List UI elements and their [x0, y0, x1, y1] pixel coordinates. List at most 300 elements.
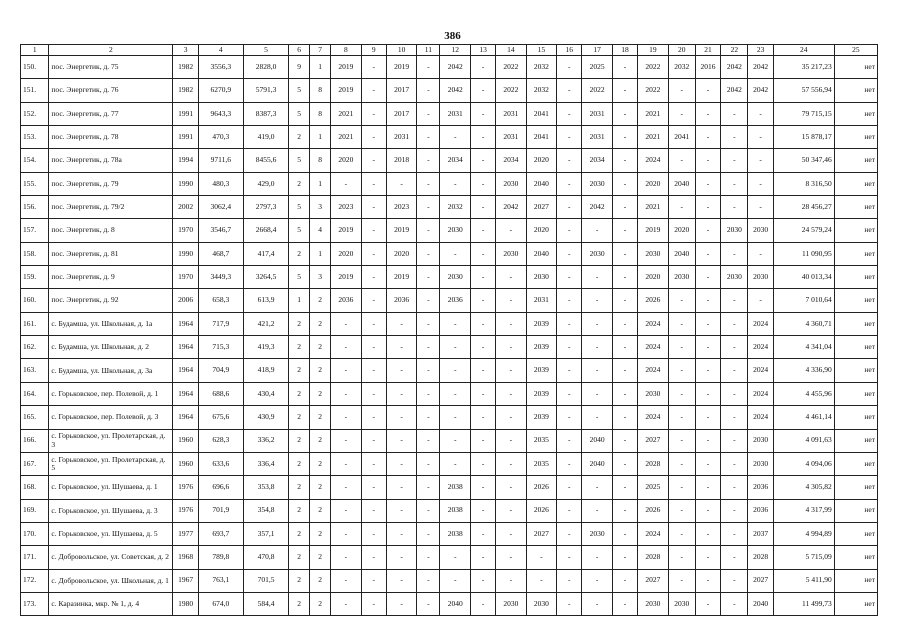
table-cell: -	[470, 172, 495, 195]
table-cell: 2021	[638, 196, 668, 219]
table-cell: 2035	[526, 452, 556, 475]
table-cell: 2025	[582, 56, 612, 79]
table-cell: 2	[310, 546, 331, 569]
table-cell: нет	[834, 429, 877, 452]
row-number-cell: 156.	[21, 196, 49, 219]
table-cell: -	[470, 336, 495, 359]
table-cell: 2031	[386, 126, 416, 149]
table-cell: 2030	[748, 266, 773, 289]
table-cell: 1960	[173, 452, 198, 475]
table-cell: -	[496, 569, 526, 592]
table-cell: 5791,3	[243, 79, 288, 102]
table-cell: 2019	[386, 219, 416, 242]
column-header-12: 12	[440, 45, 470, 56]
table-cell: 2	[310, 499, 331, 522]
table-cell: 696,6	[198, 476, 243, 499]
table-cell: -	[331, 452, 361, 475]
table-cell: -	[496, 476, 526, 499]
table-cell: 2026	[526, 499, 556, 522]
table-cell: -	[557, 56, 582, 79]
table-cell: 3	[310, 196, 331, 219]
table-cell: 1991	[173, 102, 198, 125]
address-cell: пос. Энергетик, д. 9	[49, 266, 173, 289]
table-cell: 658,3	[198, 289, 243, 312]
table-cell: -	[361, 499, 386, 522]
table-cell: 1982	[173, 56, 198, 79]
table-cell: 1967	[173, 569, 198, 592]
table-cell: 2006	[173, 289, 198, 312]
table-cell: -	[668, 79, 695, 102]
table-cell: -	[386, 312, 416, 335]
table-cell: 2030	[748, 219, 773, 242]
table-cell: 430,9	[243, 406, 288, 429]
table-cell: 1964	[173, 359, 198, 382]
table-cell: 2030	[721, 266, 748, 289]
table-cell: -	[557, 242, 582, 265]
table-cell: -	[417, 429, 440, 452]
table-cell: -	[361, 546, 386, 569]
table-cell: -	[361, 172, 386, 195]
table-cell: -	[386, 452, 416, 475]
table-cell: 2024	[638, 522, 668, 545]
table-cell: 2034	[440, 149, 470, 172]
table-cell: -	[557, 196, 582, 219]
table-cell: 1980	[173, 592, 198, 615]
address-cell: пос. Энергетик, д. 77	[49, 102, 173, 125]
table-cell: нет	[834, 522, 877, 545]
table-cell: 1990	[173, 172, 198, 195]
table-cell: -	[721, 592, 748, 615]
table-cell: 2026	[638, 289, 668, 312]
table-cell: 2	[289, 359, 310, 382]
table-row	[21, 476, 878, 499]
table-cell: 2021	[638, 102, 668, 125]
table-cell: -	[440, 429, 470, 452]
table-cell: 2031	[440, 102, 470, 125]
table-cell: 2030	[638, 242, 668, 265]
table-cell: -	[721, 149, 748, 172]
table-cell: 2040	[668, 172, 695, 195]
table-cell: -	[721, 289, 748, 312]
table-cell: -	[612, 242, 637, 265]
table-cell: 2031	[496, 126, 526, 149]
table-cell: -	[361, 149, 386, 172]
table-cell: -	[668, 429, 695, 452]
address-cell: с. Горьковское, ул. Шушаева, д. 3	[49, 499, 173, 522]
table-cell: -	[668, 452, 695, 475]
table-cell: -	[361, 102, 386, 125]
table-cell: -	[417, 406, 440, 429]
table-cell: 2040	[668, 242, 695, 265]
table-cell: -	[612, 56, 637, 79]
table-cell: 2039	[526, 312, 556, 335]
table-cell: 2020	[331, 242, 361, 265]
table-cell: 11 499,73	[773, 592, 834, 615]
table-cell: 5 715,09	[773, 546, 834, 569]
table-cell: 1970	[173, 266, 198, 289]
row-number-cell: 166.	[21, 429, 49, 452]
table-cell: 28 456,27	[773, 196, 834, 219]
table-cell: -	[386, 499, 416, 522]
table-cell: 2039	[526, 406, 556, 429]
table-row	[21, 452, 878, 475]
table-cell: 2042	[748, 56, 773, 79]
column-header-23: 23	[748, 45, 773, 56]
table-cell: 2030	[582, 172, 612, 195]
table-cell: 2025	[638, 476, 668, 499]
table-cell: -	[557, 219, 582, 242]
table-cell: 2021	[638, 126, 668, 149]
table-cell: -	[417, 172, 440, 195]
table-cell: -	[386, 336, 416, 359]
table-cell: 2024	[638, 359, 668, 382]
table-cell: -	[386, 522, 416, 545]
table-cell: -	[417, 569, 440, 592]
table-cell: -	[695, 312, 720, 335]
table-cell: 2039	[526, 336, 556, 359]
table-cell: 6270,9	[198, 79, 243, 102]
table-cell: -	[361, 476, 386, 499]
table-cell: 5 411,90	[773, 569, 834, 592]
table-cell: 2019	[638, 219, 668, 242]
address-cell: с. Горьковское, ул. Шушаева, д. 5	[49, 522, 173, 545]
table-cell: -	[695, 289, 720, 312]
table-cell: 4	[310, 219, 331, 242]
table-cell: нет	[834, 359, 877, 382]
table-row	[21, 196, 878, 219]
table-cell: 11 090,95	[773, 242, 834, 265]
row-number-cell: 150.	[21, 56, 49, 79]
table-cell: 2030	[748, 429, 773, 452]
table-cell: 2020	[638, 172, 668, 195]
table-cell: 675,6	[198, 406, 243, 429]
table-cell: -	[496, 336, 526, 359]
table-cell: 2	[289, 406, 310, 429]
table-cell: -	[721, 336, 748, 359]
table-cell: -	[361, 336, 386, 359]
table-cell: 2032	[526, 79, 556, 102]
table-cell: 2017	[386, 102, 416, 125]
table-cell: 2002	[173, 196, 198, 219]
table-cell: 2031	[496, 102, 526, 125]
table-cell: -	[748, 149, 773, 172]
table-cell: 336,4	[243, 452, 288, 475]
table-cell: -	[417, 522, 440, 545]
table-cell: 5	[289, 149, 310, 172]
table-cell: 2036	[440, 289, 470, 312]
table-cell: 2	[310, 336, 331, 359]
table-cell: нет	[834, 56, 877, 79]
table-cell: 2020	[668, 219, 695, 242]
row-number-cell: 162.	[21, 336, 49, 359]
row-number-cell: 154.	[21, 149, 49, 172]
table-cell: 4 317,99	[773, 499, 834, 522]
table-cell: -	[557, 102, 582, 125]
table-cell: 5	[289, 219, 310, 242]
column-header-19: 19	[638, 45, 668, 56]
table-cell: 2042	[496, 196, 526, 219]
table-cell: -	[361, 522, 386, 545]
row-number-cell: 151.	[21, 79, 49, 102]
table-cell: 2022	[582, 79, 612, 102]
table-row	[21, 406, 878, 429]
table-cell: 2036	[748, 476, 773, 499]
table-cell: 1964	[173, 382, 198, 405]
table-cell: 2	[310, 289, 331, 312]
table-cell: 336,2	[243, 429, 288, 452]
table-cell: -	[721, 499, 748, 522]
table-cell: -	[417, 56, 440, 79]
table-cell: 2027	[748, 569, 773, 592]
table-cell: -	[470, 312, 495, 335]
table-cell: 2024	[638, 149, 668, 172]
table-cell: -	[721, 522, 748, 545]
table-cell: -	[612, 219, 637, 242]
table-cell: -	[582, 312, 612, 335]
table-cell: -	[386, 569, 416, 592]
table-cell: 2	[289, 336, 310, 359]
table-cell: 2	[289, 546, 310, 569]
table-cell: -	[470, 406, 495, 429]
table-cell: 2019	[331, 79, 361, 102]
table-cell: -	[695, 172, 720, 195]
table-cell: -	[668, 312, 695, 335]
table-cell: 2041	[526, 102, 556, 125]
table-cell: 57 556,94	[773, 79, 834, 102]
table-cell: -	[361, 592, 386, 615]
table-cell: -	[440, 312, 470, 335]
table-cell: -	[582, 499, 612, 522]
table-cell: -	[361, 406, 386, 429]
table-cell: 2041	[668, 126, 695, 149]
table-cell: 2030	[496, 592, 526, 615]
table-cell: -	[695, 102, 720, 125]
table-cell: 7 010,64	[773, 289, 834, 312]
table-cell: -	[417, 312, 440, 335]
table-cell: -	[612, 336, 637, 359]
table-cell: -	[417, 476, 440, 499]
table-cell: 4 094,06	[773, 452, 834, 475]
table-cell: -	[361, 312, 386, 335]
table-cell: -	[417, 102, 440, 125]
table-cell: -	[612, 406, 637, 429]
table-cell: -	[440, 452, 470, 475]
table-cell: -	[386, 476, 416, 499]
table-cell: 2	[310, 476, 331, 499]
table-cell: 2030	[638, 382, 668, 405]
table-cell: -	[721, 406, 748, 429]
table-cell: 2016	[695, 56, 720, 79]
table-cell: 2	[289, 172, 310, 195]
column-header-18: 18	[612, 45, 637, 56]
address-cell: с. Будамша, ул. Школьная, д. 2	[49, 336, 173, 359]
table-cell: 2019	[331, 219, 361, 242]
row-number-cell: 167.	[21, 452, 49, 475]
table-cell: -	[557, 312, 582, 335]
table-cell: -	[361, 359, 386, 382]
table-row	[21, 312, 878, 335]
table-cell: 419,3	[243, 336, 288, 359]
address-cell: пос. Энергетик, д. 79	[49, 172, 173, 195]
table-cell: -	[361, 126, 386, 149]
table-cell: 2032	[440, 196, 470, 219]
table-cell: 5	[289, 79, 310, 102]
table-cell: -	[695, 406, 720, 429]
table-cell: -	[582, 289, 612, 312]
table-cell: 2	[289, 382, 310, 405]
table-cell: -	[695, 149, 720, 172]
table-cell: -	[386, 592, 416, 615]
table-cell: 2028	[638, 546, 668, 569]
address-cell: пос. Энергетик, д. 76	[49, 79, 173, 102]
page-number: 386	[444, 30, 461, 42]
table-cell: 9	[289, 56, 310, 79]
table-cell: 2	[289, 592, 310, 615]
table-cell: -	[695, 546, 720, 569]
table-cell: -	[331, 406, 361, 429]
table-cell: -	[668, 546, 695, 569]
row-number-cell: 165.	[21, 406, 49, 429]
table-cell: -	[582, 382, 612, 405]
table-cell: -	[470, 126, 495, 149]
table-cell: -	[695, 522, 720, 545]
table-cell: -	[470, 382, 495, 405]
table-cell: 2030	[582, 522, 612, 545]
table-cell: -	[361, 569, 386, 592]
table-cell: -	[721, 359, 748, 382]
table-cell: -	[557, 149, 582, 172]
table-cell: -	[386, 546, 416, 569]
table-cell: -	[612, 126, 637, 149]
row-number-cell: 160.	[21, 289, 49, 312]
table-cell: 2036	[331, 289, 361, 312]
table-cell: 2040	[526, 172, 556, 195]
table-cell: 2036	[386, 289, 416, 312]
table-cell: -	[721, 476, 748, 499]
column-header-17: 17	[582, 45, 612, 56]
table-cell: -	[470, 149, 495, 172]
table-cell: -	[695, 219, 720, 242]
table-cell: -	[470, 522, 495, 545]
row-number-cell: 168.	[21, 476, 49, 499]
column-header-16: 16	[557, 45, 582, 56]
table-cell: 1970	[173, 219, 198, 242]
table-cell: -	[496, 219, 526, 242]
table-cell: -	[470, 359, 495, 382]
table-cell: 4 994,89	[773, 522, 834, 545]
table-cell: -	[417, 79, 440, 102]
table-cell: -	[695, 592, 720, 615]
table-cell: -	[721, 429, 748, 452]
table-cell: 2040	[582, 452, 612, 475]
table-cell: 2023	[386, 196, 416, 219]
row-number-cell: 161.	[21, 312, 49, 335]
table-cell: 4 341,04	[773, 336, 834, 359]
table-cell: -	[417, 149, 440, 172]
table-cell: 704,9	[198, 359, 243, 382]
row-number-cell: 169.	[21, 499, 49, 522]
table-cell: 1	[310, 56, 331, 79]
table-cell: 353,8	[243, 476, 288, 499]
table-cell: -	[440, 359, 470, 382]
table-cell: 79 715,15	[773, 102, 834, 125]
table-cell: -	[748, 172, 773, 195]
table-cell: 2022	[496, 56, 526, 79]
table-row	[21, 126, 878, 149]
table-row	[21, 56, 878, 79]
table-cell: нет	[834, 336, 877, 359]
table-cell: -	[612, 569, 637, 592]
table-cell: -	[440, 382, 470, 405]
table-cell: 2022	[638, 56, 668, 79]
table-header-row	[21, 45, 878, 56]
table-cell: 2027	[638, 429, 668, 452]
table-cell: 2018	[386, 149, 416, 172]
table-cell: -	[721, 196, 748, 219]
table-cell: -	[470, 289, 495, 312]
table-cell: -	[361, 429, 386, 452]
table-cell: 1960	[173, 429, 198, 452]
table-cell: -	[331, 499, 361, 522]
table-cell: 2034	[582, 149, 612, 172]
table-cell: 1990	[173, 242, 198, 265]
row-number-cell: 171.	[21, 546, 49, 569]
table-cell: -	[417, 126, 440, 149]
table-cell: 2024	[748, 359, 773, 382]
table-cell: -	[612, 79, 637, 102]
table-cell: -	[440, 546, 470, 569]
table-row	[21, 219, 878, 242]
table-row	[21, 429, 878, 452]
table-body	[21, 56, 878, 616]
table-cell: -	[695, 126, 720, 149]
table-cell: нет	[834, 219, 877, 242]
table-row	[21, 546, 878, 569]
table-cell: 2026	[526, 476, 556, 499]
table-cell: 2039	[526, 382, 556, 405]
address-cell: с. Горьковское, пер. Полевой, д. 3	[49, 406, 173, 429]
table-cell: 2020	[526, 219, 556, 242]
table-cell: 3449,3	[198, 266, 243, 289]
table-cell: -	[721, 569, 748, 592]
table-cell: 1994	[173, 149, 198, 172]
row-number-cell: 173.	[21, 592, 49, 615]
table-row	[21, 522, 878, 545]
table-cell: 2019	[386, 56, 416, 79]
table-cell: -	[668, 336, 695, 359]
column-header-6: 6	[289, 45, 310, 56]
table-cell: 2024	[748, 382, 773, 405]
table-cell: 2030	[440, 219, 470, 242]
table-cell: 418,9	[243, 359, 288, 382]
table-cell: нет	[834, 406, 877, 429]
table-row	[21, 172, 878, 195]
table-cell: -	[612, 382, 637, 405]
table-cell: 2027	[638, 569, 668, 592]
table-cell: -	[557, 359, 582, 382]
table-cell: 2042	[721, 79, 748, 102]
table-cell: -	[612, 522, 637, 545]
column-header-13: 13	[470, 45, 495, 56]
table-cell: -	[386, 172, 416, 195]
table-cell: 2668,4	[243, 219, 288, 242]
table-cell: -	[440, 172, 470, 195]
table-cell: 2020	[331, 149, 361, 172]
table-cell: 1	[310, 126, 331, 149]
table-cell: 2027	[526, 522, 556, 545]
table-cell: 2	[289, 242, 310, 265]
table-cell: -	[557, 406, 582, 429]
